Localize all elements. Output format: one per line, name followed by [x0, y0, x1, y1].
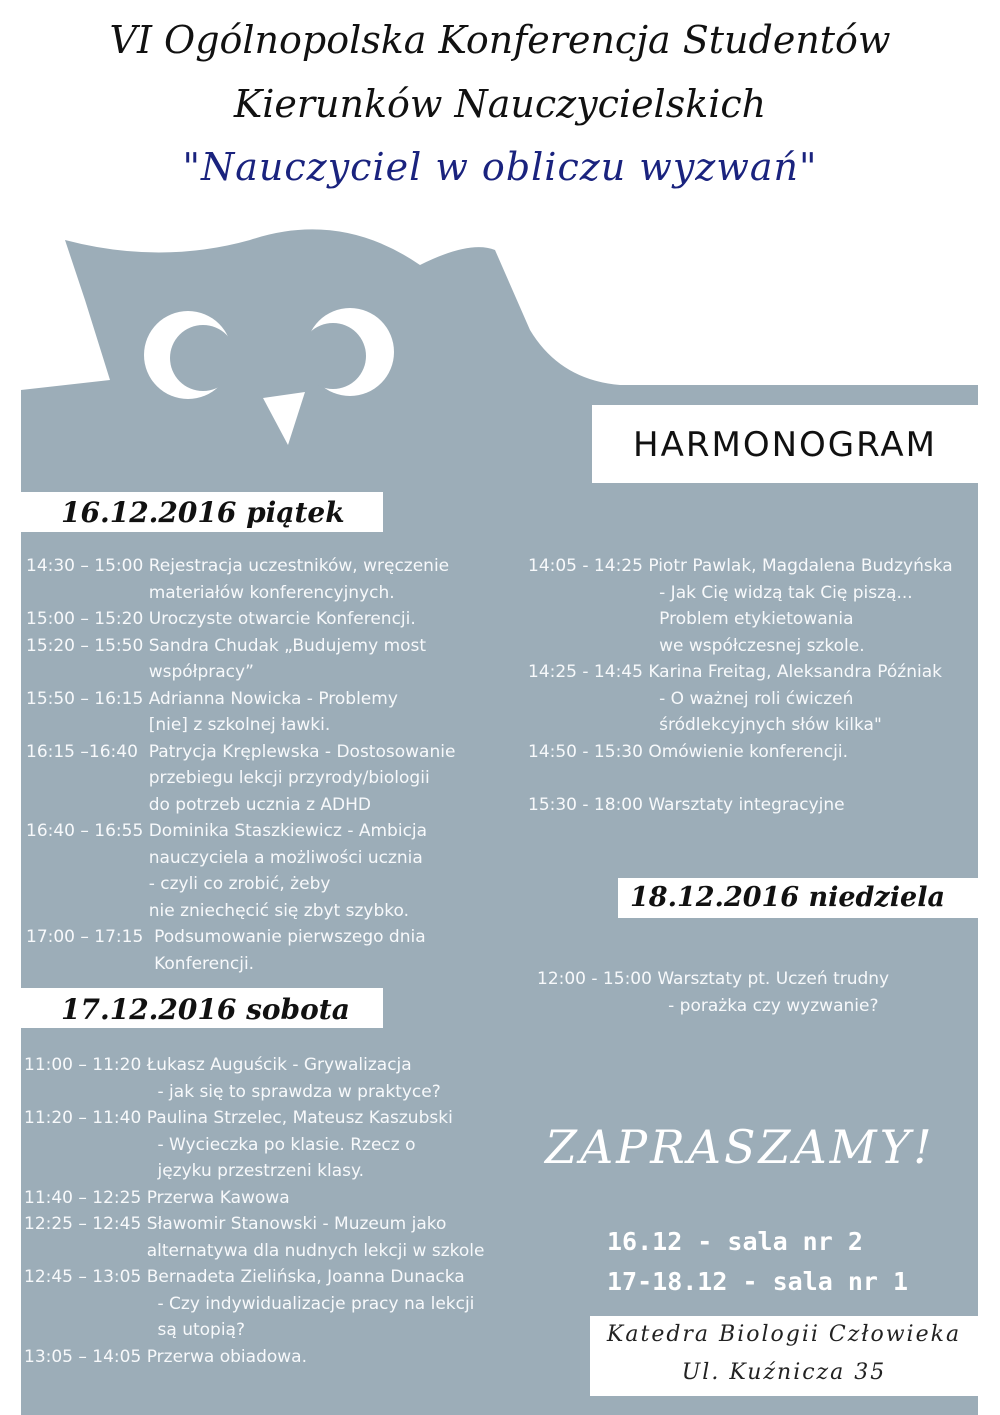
invitation-text: ZAPRASZAMY!	[545, 1120, 935, 1174]
schedule-item: 14:05 - 14:25 Piotr Pawlak, Magdalena Budzyńska - Jak Cię widzą tak Cię piszą... Problem etykietowania we współczesnej szkole.	[528, 556, 953, 656]
schedule-item: 14:30 – 15:00 Rejestracja uczestników, wręczenie materiałów konferencyjnych.	[26, 556, 450, 603]
room-info-line: 16.12 - sala nr 2	[607, 1227, 863, 1256]
address-box	[590, 1316, 978, 1396]
day2-schedule	[24, 1052, 484, 1370]
schedule-item: 11:40 – 12:25 Przerwa Kawowa	[24, 1187, 290, 1208]
schedule-item: 15:20 – 15:50 Sandra Chudak „Budujemy most współpracy”	[26, 635, 427, 682]
schedule-item: 11:00 – 11:20 Łukasz Auguścik - Grywalizacja - jak się to sprawdza w praktyce?	[24, 1055, 441, 1102]
schedule-item: 12:00 - 15:00 Warsztaty pt. Uczeń trudny - porażka czy wyzwanie?	[537, 969, 890, 1016]
day1-schedule	[26, 553, 455, 977]
day2-heading: 17.12.2016 sobota	[21, 988, 383, 1028]
harmonogram-heading: HARMONOGRAM	[592, 405, 978, 483]
schedule-item: 15:30 - 18:00 Warsztaty integracyjne	[528, 794, 845, 815]
schedule-item: 15:00 – 15:20 Uroczyste otwarcie Konferencji.	[26, 609, 416, 629]
address-department: Katedra Biologii Człowieka	[606, 1322, 962, 1347]
room-info	[607, 1222, 908, 1302]
schedule-item: 16:15 –16:40 Patrycja Kręplewska - Dostosowanie przebiegu lekcji przyrody/biologii do potrzeb ucznia z ADHD	[26, 741, 456, 815]
conference-title-line1: VI Ogólnopolska Konferencja Studentów	[109, 18, 891, 62]
schedule-item: 15:50 – 16:15 Adrianna Nowicka - Problemy [nie] z szkolnej ławki.	[26, 688, 398, 735]
day2-continued-schedule	[528, 553, 953, 818]
schedule-item: 12:45 – 13:05 Bernadeta Zielińska, Joanna Dunacka - Czy indywidualizacje pracy na lekcji są utopią?	[24, 1267, 475, 1340]
schedule-item: 12:25 – 12:45 Sławomir Stanowski - Muzeum jako alternatywa dla nudnych lekcji w szkole	[24, 1214, 485, 1261]
schedule-item: 17:00 – 17:15 Podsumowanie pierwszego dnia Konferencji.	[26, 927, 426, 974]
address-street: Ul. Kuźnicza 35	[681, 1360, 887, 1385]
schedule-item: 13:05 – 14:05 Przerwa obiadowa.	[24, 1346, 307, 1367]
schedule-item: 14:25 - 14:45 Karina Freitag, Aleksandra Późniak - O ważnej roli ćwiczeń śródlekcyjnych słów kilka"	[528, 662, 942, 735]
day1-heading: 16.12.2016 piątek	[21, 492, 383, 532]
room-info-line: 17-18.12 - sala nr 1	[607, 1267, 909, 1296]
conference-motto: "Nauczyciel w obliczu wyzwań"	[182, 145, 818, 189]
conference-title-line2: Kierunków Nauczycielskich	[233, 82, 767, 126]
day3-heading: 18.12.2016 niedziela	[618, 878, 978, 918]
schedule-item: 11:20 – 11:40 Paulina Strzelec, Mateusz Kaszubski - Wycieczka po klasie. Rzecz o języku przestrzeni klasy.	[24, 1108, 453, 1181]
schedule-item: 14:50 - 15:30 Omówienie konferencji.	[528, 741, 849, 762]
schedule-item: 16:40 – 16:55 Dominika Staszkiewicz - Ambicja nauczyciela a możliwości ucznia - czyli co zrobić, żeby nie zniechęcić się zbyt szybko.	[26, 821, 428, 921]
day3-schedule	[537, 966, 889, 1019]
